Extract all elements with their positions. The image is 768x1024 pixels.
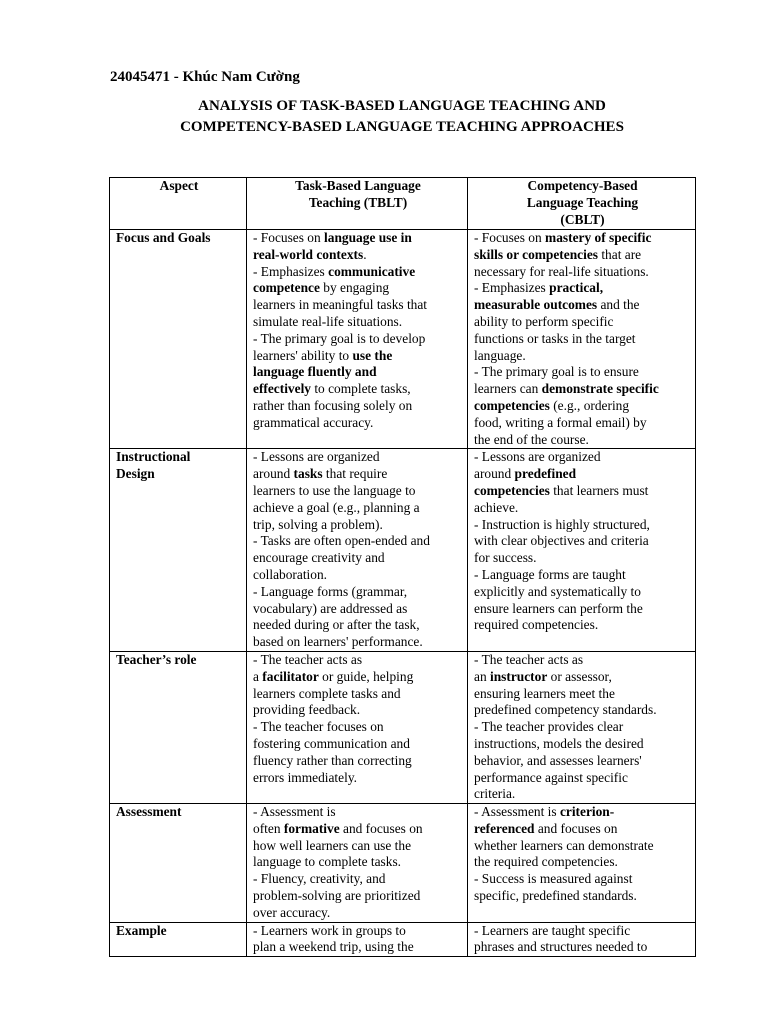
text: - Emphasizes	[253, 263, 329, 279]
cblt-cell	[468, 449, 696, 652]
text: instructions, models the desired	[474, 735, 644, 751]
text: phrases and structures needed to	[474, 939, 648, 955]
tblt-cell	[247, 804, 468, 923]
aspect-cell	[110, 922, 247, 957]
bold-text: criterion-	[559, 804, 615, 820]
text: - The teacher focuses on	[253, 719, 384, 735]
cblt-cell	[468, 651, 696, 803]
text: and the	[597, 297, 640, 313]
text: that require	[322, 466, 388, 482]
text: errors immediately.	[253, 769, 357, 785]
cell-text-line	[474, 821, 691, 838]
table-row	[110, 230, 696, 449]
header-tblt-line: Teaching (TBLT)	[308, 194, 408, 210]
aspect-cell	[110, 651, 247, 803]
text: and focuses on	[339, 820, 423, 836]
text: for success.	[474, 550, 537, 566]
text: language to complete tasks.	[253, 854, 401, 870]
cell-text-line	[474, 247, 691, 264]
cell-text-line	[253, 264, 463, 281]
cell-text-line	[253, 314, 463, 331]
text: the end of the course.	[474, 431, 589, 447]
tblt-cell	[247, 230, 468, 449]
bold-text: language use in	[324, 230, 412, 245]
text: food, writing a formal email) by	[474, 414, 647, 430]
author-line: 24045471 - Khúc Nam Cường	[110, 69, 300, 85]
text: based on learners' performance.	[253, 634, 423, 650]
text: - Lessons are organized	[253, 449, 380, 465]
cell-text-line	[474, 483, 691, 500]
text: - Learners work in groups to	[253, 922, 406, 938]
cell-text-line	[253, 398, 463, 415]
text: - The primary goal is to develop	[253, 330, 426, 346]
text: language.	[474, 347, 526, 363]
bold-text: real-world contexts	[253, 246, 364, 262]
cell-text-line	[474, 550, 691, 567]
cell-text-line	[253, 770, 463, 787]
cell-text-line	[253, 466, 463, 483]
cell-text-line	[474, 264, 691, 281]
text: learners can	[474, 381, 542, 397]
cell-text-line	[474, 314, 691, 331]
text: the required competencies.	[474, 854, 618, 870]
text: simulate real-life situations.	[253, 313, 403, 329]
title-line-1: ANALYSIS OF TASK-BASED LANGUAGE TEACHING AND	[198, 98, 606, 114]
cell-text-line	[474, 567, 691, 584]
cell-text-line	[474, 331, 691, 348]
cell-text-line	[474, 230, 691, 247]
text: functions or tasks in the target	[474, 330, 636, 346]
cell-text-line	[253, 888, 463, 905]
text: predefined competency standards.	[474, 702, 657, 718]
text: often	[253, 820, 284, 836]
text: - Assessment is	[474, 804, 560, 820]
comparison-table	[109, 177, 696, 957]
cell-text-line	[253, 449, 463, 466]
cell-text-line	[253, 719, 463, 736]
cell-text-line	[474, 652, 691, 669]
cell-text-line	[474, 517, 691, 534]
cell-text-line	[253, 905, 463, 922]
header-tblt	[247, 178, 468, 230]
cell-text-line	[253, 348, 463, 365]
text: - Focuses on	[253, 230, 325, 245]
table-row	[110, 651, 696, 803]
cell-text-line	[253, 550, 463, 567]
cell-text-line	[253, 736, 463, 753]
cell-text-line	[474, 770, 691, 787]
text: grammatical accuracy.	[253, 414, 374, 430]
text: achieve.	[474, 499, 519, 515]
cell-text-line	[253, 517, 463, 534]
bold-text: facilitator	[262, 668, 319, 684]
cell-text-line	[474, 398, 691, 415]
bold-text: competencies	[474, 397, 550, 413]
bold-text: language fluently and	[253, 364, 377, 380]
cell-text-line	[474, 415, 691, 432]
header-aspect-label: Aspect	[159, 178, 199, 193]
text: over accuracy.	[253, 904, 331, 920]
aspect-label: Teacher’s role	[116, 651, 197, 667]
header-cblt-line: Language Teaching	[526, 194, 639, 210]
text: - Assessment is	[253, 804, 336, 820]
cell-text-line	[253, 247, 463, 264]
cell-text-line	[474, 871, 691, 888]
text: - Tasks are often open-ended and	[253, 533, 430, 549]
cell-text-line	[253, 838, 463, 855]
cell-text-line	[253, 854, 463, 871]
text: - Instruction is highly structured,	[474, 516, 650, 532]
text: explicitly and systematically to	[474, 583, 641, 599]
bold-text: predefined	[514, 466, 577, 482]
text: plan a weekend trip, using the	[253, 939, 414, 955]
cblt-cell	[468, 230, 696, 449]
cell-text-line	[474, 364, 691, 381]
header-cblt-line: Competency-Based	[527, 178, 638, 193]
aspect-label: Example	[116, 922, 167, 938]
bold-text: instructor	[490, 668, 548, 684]
cell-text-line	[474, 736, 691, 753]
cell-text-line	[474, 617, 691, 634]
text: or assessor,	[547, 668, 612, 684]
text: - Learners are taught specific	[474, 922, 631, 938]
cell-text-line	[253, 483, 463, 500]
cell-text-line	[253, 634, 463, 651]
cell-text-line	[474, 466, 691, 483]
cell-text-line	[253, 280, 463, 297]
cell-text-line	[474, 804, 691, 821]
cell-text-line	[474, 888, 691, 905]
header-cblt-line: (CBLT)	[560, 211, 605, 227]
aspect-cell	[110, 230, 247, 449]
text: - The teacher provides clear	[474, 719, 624, 735]
text: performance against specific	[474, 769, 628, 785]
text: - Fluency, creativity, and	[253, 871, 386, 887]
text: fluency rather than correcting	[253, 752, 412, 768]
text: behavior, and assesses learners'	[474, 752, 642, 768]
text: required competencies.	[474, 617, 599, 633]
cell-text-line	[253, 415, 463, 432]
text: - The teacher acts as	[253, 651, 363, 667]
text: - The primary goal is to ensure	[474, 364, 639, 380]
cell-text-line	[474, 939, 691, 956]
text: with clear objectives and criteria	[474, 533, 649, 549]
text: learners' ability to	[253, 347, 353, 363]
cell-text-line	[253, 617, 463, 634]
bold-text: competencies	[474, 482, 550, 498]
cell-text-line	[253, 230, 463, 247]
cell-text-line	[253, 364, 463, 381]
cell-text-line	[253, 753, 463, 770]
bold-text: practical,	[549, 280, 604, 296]
text: criteria.	[474, 786, 516, 802]
cell-text-line	[253, 500, 463, 517]
table-row	[110, 449, 696, 652]
cblt-cell	[468, 922, 696, 957]
cell-text-line	[474, 601, 691, 618]
cell-text-line	[253, 669, 463, 686]
cell-text-line	[474, 432, 691, 449]
cell-text-line	[253, 871, 463, 888]
text: necessary for real-life situations.	[474, 263, 649, 279]
text: and focuses on	[534, 820, 618, 836]
cell-text-line	[253, 567, 463, 584]
header-tblt-line: Task-Based Language	[295, 178, 421, 193]
bold-text: communicative	[328, 263, 416, 279]
cell-text-line	[474, 669, 691, 686]
cell-text-line	[253, 804, 463, 821]
document-title	[110, 96, 694, 138]
bold-text: competence	[253, 280, 320, 296]
cell-text-line	[253, 381, 463, 398]
cell-text-line	[253, 702, 463, 719]
header-aspect	[110, 178, 247, 230]
text: ensure learners can perform the	[474, 600, 643, 616]
table-row	[110, 804, 696, 923]
bold-text: referenced	[474, 820, 535, 836]
cell-text-line	[474, 838, 691, 855]
cell-text-line	[253, 652, 463, 669]
text: - Success is measured against	[474, 871, 633, 887]
cell-text-line	[474, 686, 691, 703]
text: learners in meaningful tasks that	[253, 297, 428, 313]
text: trip, solving a problem).	[253, 516, 383, 532]
text: - The teacher acts as	[474, 651, 584, 667]
text: how well learners can use the	[253, 837, 412, 853]
cell-text-line	[253, 297, 463, 314]
aspect-label: Design	[116, 466, 155, 482]
text: ability to perform specific	[474, 313, 614, 329]
cell-text-line	[253, 923, 463, 940]
text: needed during or after the task,	[253, 617, 420, 633]
text: (e.g., ordering	[549, 397, 630, 413]
aspect-label: Assessment	[116, 804, 182, 820]
cell-text-line	[253, 601, 463, 618]
table-header-row	[110, 178, 696, 230]
tblt-cell	[247, 449, 468, 652]
text: learners to use the language to	[253, 482, 416, 498]
cell-text-line	[474, 381, 691, 398]
text: .	[363, 246, 367, 262]
text: collaboration.	[253, 566, 327, 582]
text: to complete tasks,	[310, 381, 411, 397]
table-row	[110, 922, 696, 957]
cell-text-line	[474, 348, 691, 365]
cell-text-line	[474, 753, 691, 770]
cell-text-line	[474, 702, 691, 719]
bold-text: measurable outcomes	[474, 297, 598, 313]
cell-text-line	[474, 786, 691, 803]
text: learners complete tasks and	[253, 685, 401, 701]
title-line-2: COMPETENCY-BASED LANGUAGE TEACHING APPROACHES	[180, 119, 624, 135]
aspect-cell	[110, 804, 247, 923]
cell-text-line	[474, 500, 691, 517]
cell-text-line	[474, 923, 691, 940]
text: problem-solving are prioritized	[253, 888, 421, 904]
text: encourage creativity and	[253, 550, 385, 566]
text: ensuring learners meet the	[474, 685, 615, 701]
text: providing feedback.	[253, 702, 361, 718]
header-cblt	[468, 178, 696, 230]
text: around	[474, 466, 515, 482]
text: rather than focusing solely on	[253, 397, 413, 413]
cell-text-line	[253, 331, 463, 348]
cell-text-line	[474, 533, 691, 550]
text: specific, predefined standards.	[474, 888, 637, 904]
cell-text-line	[253, 939, 463, 956]
text: fostering communication and	[253, 735, 410, 751]
text: - Lessons are organized	[474, 449, 601, 465]
cell-text-line	[474, 449, 691, 466]
cell-text-line	[253, 821, 463, 838]
cell-text-line	[474, 297, 691, 314]
text: a	[253, 668, 263, 684]
tblt-cell	[247, 922, 468, 957]
cell-text-line	[474, 280, 691, 297]
bold-text: demonstrate specific	[541, 381, 659, 397]
tblt-cell	[247, 651, 468, 803]
cell-text-line	[474, 719, 691, 736]
aspect-label: Instructional	[116, 449, 191, 465]
bold-text: tasks	[293, 466, 323, 482]
text: vocabulary) are addressed as	[253, 600, 408, 616]
aspect-label: Focus and Goals	[116, 230, 211, 245]
cell-text-line	[253, 584, 463, 601]
cell-text-line	[253, 533, 463, 550]
text: that are	[597, 246, 642, 262]
cell-text-line	[474, 854, 691, 871]
bold-text: use the	[352, 347, 393, 363]
text: an	[474, 668, 490, 684]
bold-text: formative	[283, 820, 340, 836]
text: - Language forms are taught	[474, 566, 626, 582]
text: achieve a goal (e.g., planning a	[253, 499, 420, 515]
text: or guide, helping	[318, 668, 414, 684]
bold-text: effectively	[253, 381, 311, 397]
text: - Language forms (grammar,	[253, 583, 408, 599]
text: that learners must	[549, 482, 649, 498]
text: around	[253, 466, 294, 482]
cblt-cell	[468, 804, 696, 923]
cell-text-line	[253, 686, 463, 703]
text: by engaging	[319, 280, 390, 296]
text: - Emphasizes	[474, 280, 550, 296]
cell-text-line	[474, 584, 691, 601]
bold-text: mastery of specific	[545, 230, 652, 245]
aspect-cell	[110, 449, 247, 652]
bold-text: skills or competencies	[474, 246, 598, 262]
text: whether learners can demonstrate	[474, 837, 654, 853]
text: - Focuses on	[474, 230, 546, 245]
